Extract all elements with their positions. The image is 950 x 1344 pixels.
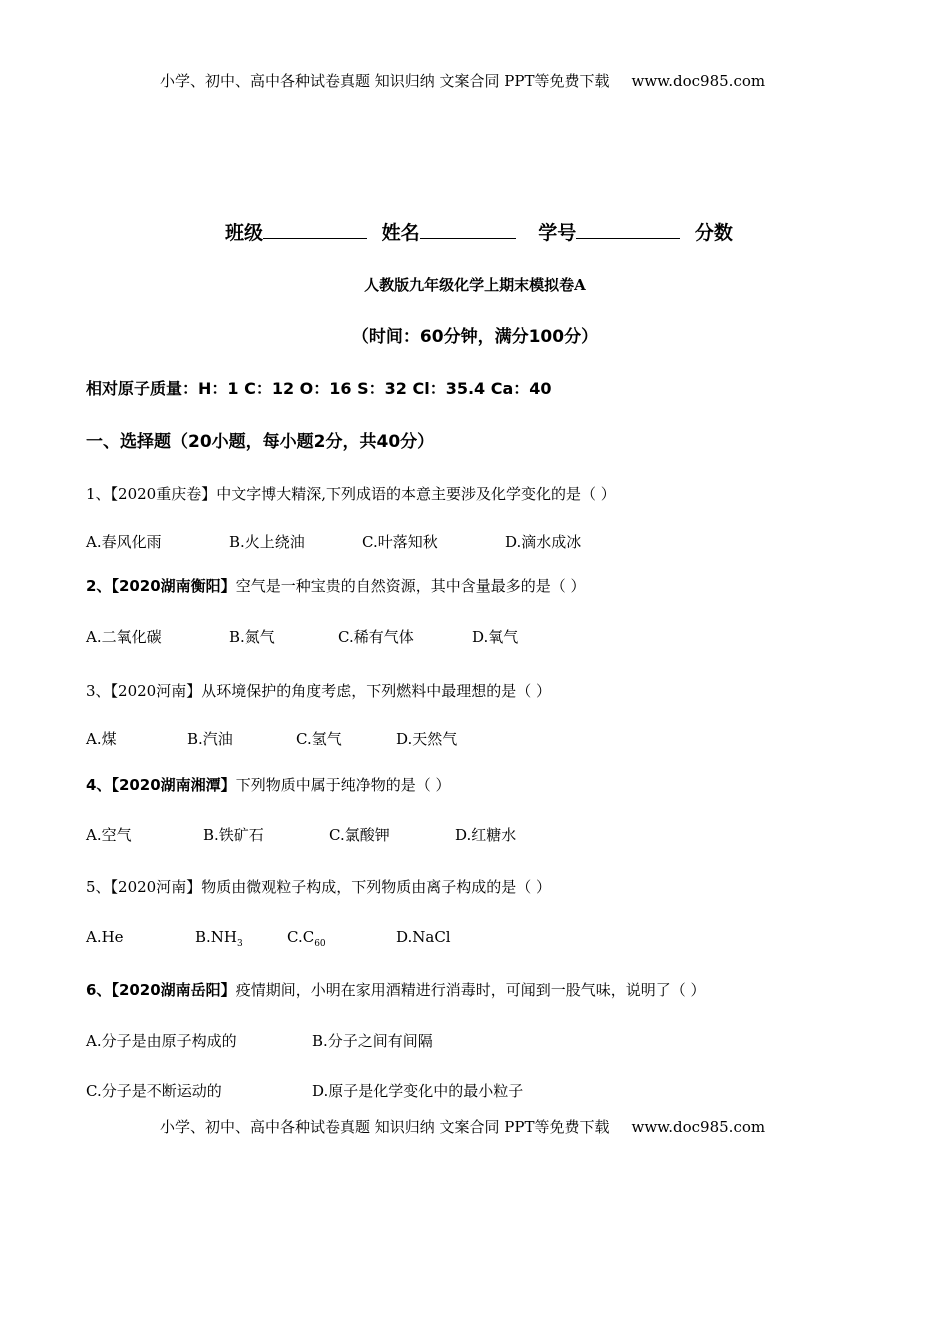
class-field[interactable]: [263, 220, 367, 239]
q1-option-a[interactable]: A.春风化雨: [86, 533, 162, 551]
q5-option-b-text: B.NH: [195, 928, 237, 946]
q3-option-b[interactable]: B.汽油: [187, 730, 233, 748]
q6-number: 6、: [86, 981, 112, 999]
q3-option-c[interactable]: C.氢气: [296, 730, 342, 748]
q3-stem: 从环境保护的角度考虑，下列燃料中最理想的是（ ）: [201, 682, 552, 700]
q4-stem: 下列物质中属于纯净物的是（ ）: [235, 776, 451, 794]
banner-url[interactable]: www.doc985.com: [631, 1118, 766, 1136]
exam-subtitle: （时间：60分钟，满分100分）: [351, 327, 599, 347]
q2-option-a[interactable]: A.二氧化碳: [86, 628, 162, 646]
q4-source: 【2020湖南湘潭】: [111, 776, 236, 794]
q5-number: 5、: [86, 878, 111, 896]
question-4: [86, 774, 450, 795]
name-label: 姓名: [381, 222, 420, 244]
q2-source: 【2020湖南衡阳】: [111, 577, 236, 595]
exam-title: 人教版九年级化学上期末模拟卷A: [364, 276, 586, 294]
q4-option-c[interactable]: C.氯酸钾: [329, 826, 390, 844]
q2-number: 2、: [86, 577, 112, 595]
q5-option-c-text: C.C: [287, 928, 315, 946]
q5-option-d[interactable]: D.NaCl: [396, 928, 451, 946]
q6-source: 【2020湖南岳阳】: [111, 981, 236, 999]
banner-text: 小学、初中、高中各种试卷真题 知识归纳 文案合同 PPT等免费下载: [160, 1118, 610, 1136]
q5-option-b[interactable]: [195, 928, 243, 949]
student-info-header: [225, 218, 733, 245]
name-field[interactable]: [420, 220, 516, 239]
banner-text: 小学、初中、高中各种试卷真题 知识归纳 文案合同 PPT等免费下载: [160, 72, 610, 90]
q5-option-b-subscript: 3: [237, 939, 243, 949]
score-label: 分数: [694, 222, 733, 244]
q4-option-a[interactable]: A.空气: [86, 826, 132, 844]
question-2: [86, 575, 585, 596]
q2-option-d[interactable]: D.氧气: [472, 628, 519, 646]
q1-source: 【2020重庆卷】: [110, 485, 217, 503]
q6-option-a[interactable]: A.分子是由原子构成的: [86, 1032, 237, 1050]
q3-number: 3、: [86, 682, 111, 700]
q6-option-c[interactable]: C.分子是不断运动的: [86, 1082, 222, 1100]
q5-stem: 物质由微观粒子构成，下列物质由离子构成的是（ ）: [201, 878, 552, 896]
q1-option-c[interactable]: C.叶落知秋: [362, 533, 438, 551]
top-banner: [160, 70, 765, 91]
question-1: [86, 483, 616, 504]
q3-option-a[interactable]: A.煤: [86, 730, 117, 748]
atomic-mass: 相对原子质量：H：1 C：12 O：16 S：32 Cl：35.4 Ca：40: [86, 379, 552, 398]
q1-option-b[interactable]: B.火上绕油: [229, 533, 305, 551]
q1-option-d[interactable]: D.滴水成冰: [505, 533, 582, 551]
q6-stem: 疫情期间，小明在家用酒精进行消毒时，可闻到一股气味，说明了（ ）: [235, 981, 706, 999]
bottom-banner: [160, 1116, 765, 1137]
section-title: 一、选择题（20小题，每小题2分，共40分）: [86, 432, 435, 452]
q1-number: 1、: [86, 485, 111, 503]
q4-option-b[interactable]: B.铁矿石: [203, 826, 264, 844]
question-3: [86, 680, 551, 701]
q2-stem: 空气是一种宝贵的自然资源，其中含量最多的是（ ）: [235, 577, 586, 595]
q3-option-d[interactable]: D.天然气: [396, 730, 458, 748]
class-label: 班级: [225, 222, 264, 244]
q2-option-c[interactable]: C.稀有气体: [338, 628, 414, 646]
question-6: [86, 979, 705, 1000]
q6-option-b[interactable]: B.分子之间有间隔: [312, 1032, 433, 1050]
q5-option-c-subscript: 60: [314, 939, 326, 949]
q6-option-d[interactable]: D.原子是化学变化中的最小粒子: [312, 1082, 524, 1100]
q1-stem: 中文字博大精深,下列成语的本意主要涉及化学变化的是（ ）: [216, 485, 616, 503]
q3-source: 【2020河南】: [110, 682, 202, 700]
id-field[interactable]: [576, 220, 680, 239]
question-5: [86, 876, 551, 897]
q4-option-d[interactable]: D.红糖水: [455, 826, 517, 844]
q2-option-b[interactable]: B.氮气: [229, 628, 275, 646]
q5-option-a[interactable]: A.He: [86, 928, 124, 946]
q5-source: 【2020河南】: [110, 878, 202, 896]
id-label: 学号: [538, 222, 577, 244]
banner-url[interactable]: www.doc985.com: [631, 72, 766, 90]
q5-option-c[interactable]: [287, 928, 326, 949]
q4-number: 4、: [86, 776, 112, 794]
